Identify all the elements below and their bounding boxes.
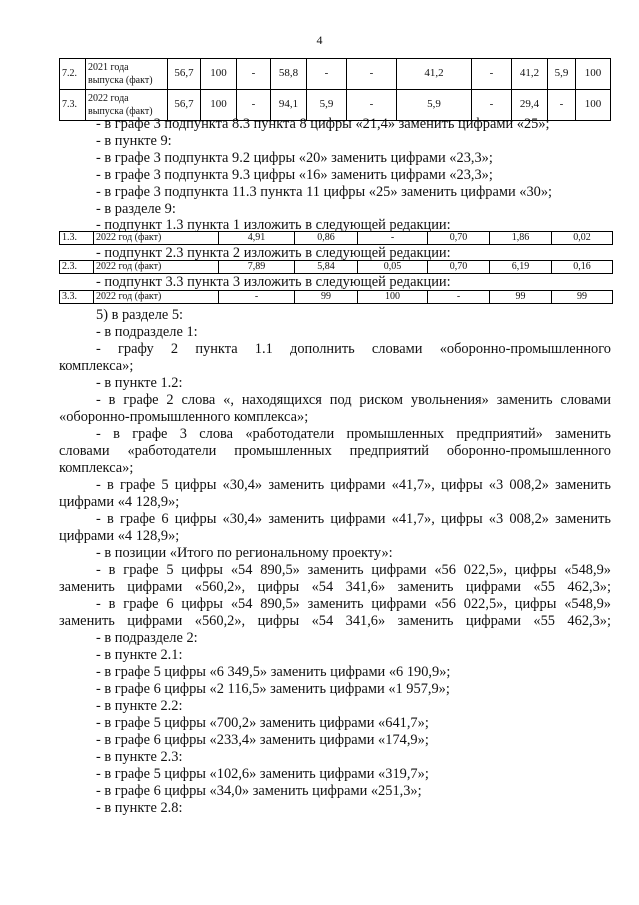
text-line: 5) в разделе 5: <box>96 307 184 323</box>
table-cell: - <box>237 59 271 90</box>
text-line: - в графе 3 подпункта 9.2 цифры «20» заменить цифрами «23,3»; <box>96 150 493 166</box>
text-line: - в графе 6 цифры «233,4» заменить цифрами «174,9»; <box>96 732 429 748</box>
table-cell: 56,7 <box>168 59 201 90</box>
row-number: 7.2. <box>60 59 86 90</box>
table-cell: - <box>237 90 271 121</box>
table-cell: 99 <box>295 291 358 304</box>
table-cell: 100 <box>576 59 611 90</box>
text-line: - подпункт 2.3 пункта 2 изложить в следующей редакции: <box>96 245 451 261</box>
table-cell: 100 <box>576 90 611 121</box>
table-cell: 41,2 <box>512 59 548 90</box>
table-cell: - <box>548 90 576 121</box>
table-cell: 7,89 <box>219 261 295 274</box>
table-3-3 <box>59 290 613 304</box>
table-row <box>60 291 613 304</box>
text-line: комплекса»; <box>59 358 134 374</box>
table-7-2 <box>59 58 611 121</box>
text-line: - в графе 5 цифры «30,4» заменить цифрами «41,7», цифры «3 008,2» заменить <box>96 477 611 493</box>
table-cell: 56,7 <box>168 90 201 121</box>
text-line: - в графе 6 цифры «34,0» заменить цифрами «251,3»; <box>96 783 422 799</box>
text-line: - в графе 2 слова «, находящихся под риском увольнения» заменить словами <box>96 392 611 408</box>
table-cell: 99 <box>552 291 613 304</box>
table-cell: 29,4 <box>512 90 548 121</box>
row-number: 1.3. <box>60 232 94 245</box>
text-line: - в пункте 2.2: <box>96 698 183 714</box>
text-line: - в графе 3 подпункта 11.3 пункта 11 цифры «25» заменить цифрами «30»; <box>96 184 553 200</box>
table-cell: 6,19 <box>490 261 552 274</box>
text-line: - в пункте 2.8: <box>96 800 183 816</box>
text-line: - в подразделе 2: <box>96 630 198 646</box>
text-line: - в графе 3 подпункта 9.3 цифры «16» заменить цифрами «23,3»; <box>96 167 493 183</box>
table-cell: 100 <box>201 59 237 90</box>
text-line: цифрами «4 128,9»; <box>59 528 180 544</box>
text-line: - в разделе 9: <box>96 201 176 217</box>
text-line: - в пункте 9: <box>96 133 172 149</box>
text-line: - в графе 6 цифры «30,4» заменить цифрами «41,7», цифры «3 008,2» заменить <box>96 511 611 527</box>
text-line: словами «работодатели промышленных предприятий оборонно-промышленного <box>59 443 611 459</box>
table-cell: 0,16 <box>552 261 613 274</box>
table-cell: 0,86 <box>295 232 358 245</box>
text-line: - в графе 5 цифры «6 349,5» заменить цифрами «6 190,9»; <box>96 664 451 680</box>
table-cell: 41,2 <box>397 59 472 90</box>
text-line: «оборонно-промышленного комплекса»; <box>59 409 309 425</box>
table-cell: - <box>347 90 397 121</box>
text-line: цифрами «4 128,9»; <box>59 494 180 510</box>
table-cell: - <box>472 59 512 90</box>
table-cell: 5,84 <box>295 261 358 274</box>
text-line: - в пункте 1.2: <box>96 375 183 391</box>
text-line: - в графе 5 цифры «700,2» заменить цифрами «641,7»; <box>96 715 429 731</box>
text-line: - в графе 6 цифры «2 116,5» заменить цифрами «1 957,9»; <box>96 681 450 697</box>
table-row <box>60 59 611 90</box>
table-1-3 <box>59 231 613 245</box>
row-label: 2022 года выпуска (факт) <box>86 90 168 121</box>
text-line: - в графе 6 цифры «54 890,5» заменить цифрами «56 022,5», цифры «548,9» <box>96 596 611 612</box>
table-cell: 0,02 <box>552 232 613 245</box>
table-cell: - <box>219 291 295 304</box>
page-number: 4 <box>316 33 323 47</box>
table-cell: 100 <box>201 90 237 121</box>
table-row <box>60 232 613 245</box>
row-label: 2022 год (факт) <box>94 291 219 304</box>
row-label: 2022 год (факт) <box>94 232 219 245</box>
table-cell: 1,86 <box>490 232 552 245</box>
table-cell: - <box>358 232 428 245</box>
table-cell: - <box>472 90 512 121</box>
table-cell: 4,91 <box>219 232 295 245</box>
table-row <box>60 261 613 274</box>
table-cell: 0,70 <box>428 232 490 245</box>
row-label: 2022 год (факт) <box>94 261 219 274</box>
table-cell: 0,05 <box>358 261 428 274</box>
table-cell: 99 <box>490 291 552 304</box>
table-cell: 100 <box>358 291 428 304</box>
text-line: - в графе 3 подпункта 8.3 пункта 8 цифры «21,4» заменить цифрами «25»; <box>96 116 550 132</box>
table-cell: 5,9 <box>307 90 347 121</box>
row-number: 3.3. <box>60 291 94 304</box>
text-line: - в пункте 2.1: <box>96 647 183 663</box>
text-line: заменить цифрами «560,2», цифры «54 341,6» заменить цифрами «55 462,3»; <box>59 579 611 595</box>
text-line: - подпункт 1.3 пункта 1 изложить в следующей редакции: <box>96 217 451 233</box>
text-line: - подпункт 3.3 пункта 3 изложить в следующей редакции: <box>96 274 451 290</box>
table-cell: - <box>307 59 347 90</box>
text-line: - в пункте 2.3: <box>96 749 183 765</box>
row-number: 2.3. <box>60 261 94 274</box>
text-line: - в позиции «Итого по региональному проекту»: <box>96 545 393 561</box>
table-cell: - <box>347 59 397 90</box>
text-line: - в графе 3 слова «работодатели промышленных предприятий» заменить <box>96 426 611 442</box>
table-cell: 5,9 <box>397 90 472 121</box>
text-line: - в графе 5 цифры «102,6» заменить цифрами «319,7»; <box>96 766 429 782</box>
table-cell: 94,1 <box>271 90 307 121</box>
table-cell: 58,8 <box>271 59 307 90</box>
text-line: комплекса»; <box>59 460 134 476</box>
text-line: - в подразделе 1: <box>96 324 198 340</box>
row-number: 7.3. <box>60 90 86 121</box>
table-cell: 0,70 <box>428 261 490 274</box>
table-cell: - <box>428 291 490 304</box>
text-line: - в графе 5 цифры «54 890,5» заменить цифрами «56 022,5», цифры «548,9» <box>96 562 611 578</box>
text-line: - графу 2 пункта 1.1 дополнить словами «оборонно-промышленного <box>96 341 611 357</box>
table-2-3 <box>59 260 613 274</box>
table-cell: 5,9 <box>548 59 576 90</box>
row-label: 2021 года выпуска (факт) <box>86 59 168 90</box>
text-line: заменить цифрами «560,2», цифры «54 341,6» заменить цифрами «55 462,3»; <box>59 613 611 629</box>
